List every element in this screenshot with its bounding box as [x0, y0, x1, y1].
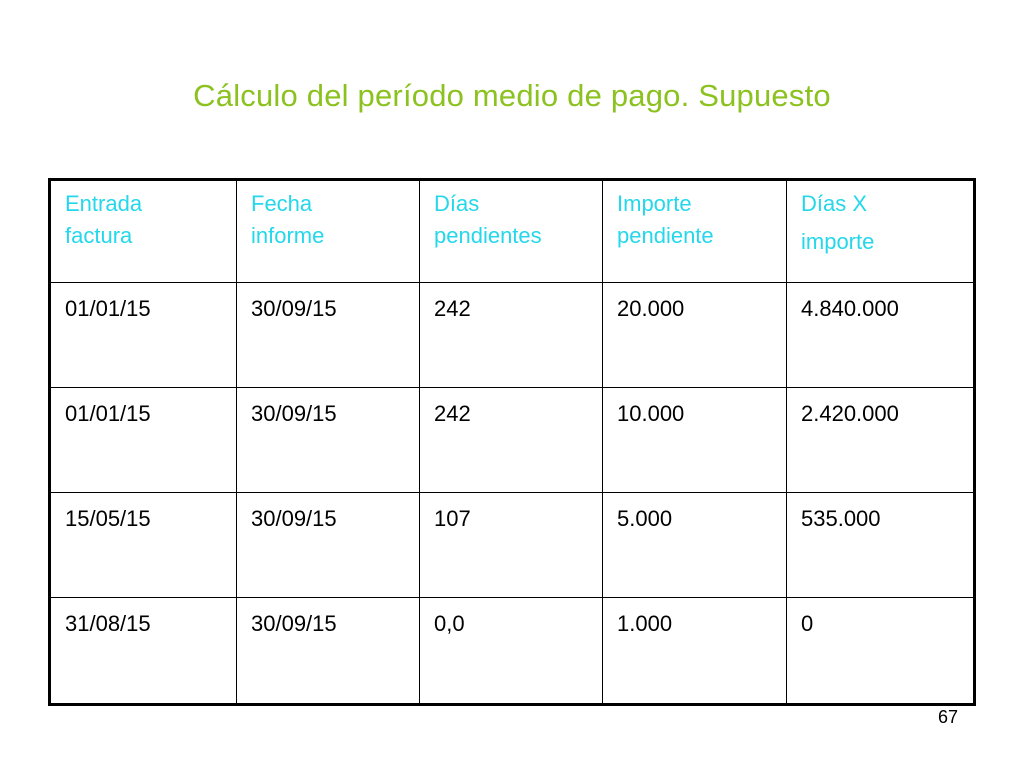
- payment-period-table: [48, 178, 976, 706]
- table-cell: 0,0: [420, 598, 603, 705]
- table-cell: 242: [420, 388, 603, 493]
- table-cell: 107: [420, 493, 603, 598]
- table-cell: 31/08/15: [50, 598, 237, 705]
- table-cell: 242: [420, 283, 603, 388]
- header-line: Importe: [617, 191, 692, 216]
- header-line: Días X: [801, 191, 868, 216]
- table-cell: 30/09/15: [237, 598, 420, 705]
- table-cell: 5.000: [603, 493, 787, 598]
- table-row: [50, 283, 975, 388]
- table-cell: 30/09/15: [237, 283, 420, 388]
- header-fecha-informe: [237, 180, 420, 283]
- table-cell: 15/05/15: [50, 493, 237, 598]
- header-line: Entrada: [65, 191, 143, 216]
- page-number: 67: [938, 707, 959, 727]
- table-row: [50, 493, 975, 598]
- table-cell: 30/09/15: [237, 388, 420, 493]
- header-line: informe: [251, 222, 325, 248]
- table-cell: 0: [787, 598, 975, 705]
- header-dias-x-importe: [787, 180, 975, 283]
- table-cell: 4.840.000: [787, 283, 975, 388]
- header-importe-pendiente: [603, 180, 787, 283]
- table-cell: 535.000: [787, 493, 975, 598]
- table-header-row: [50, 180, 975, 283]
- header-entrada-factura: [50, 180, 237, 283]
- header-line: Días: [434, 191, 480, 216]
- slide-title: Cálculo del período medio de pago. Supuesto: [193, 78, 831, 113]
- table-cell: 10.000: [603, 388, 787, 493]
- table-cell: 01/01/15: [50, 388, 237, 493]
- table-cell: 20.000: [603, 283, 787, 388]
- header-line: pendientes: [434, 222, 542, 248]
- header-line: pendiente: [617, 222, 714, 248]
- table-cell: 2.420.000: [787, 388, 975, 493]
- header-line: importe: [801, 228, 875, 254]
- header-line: factura: [65, 222, 133, 248]
- table-row: [50, 388, 975, 493]
- table-cell: 1.000: [603, 598, 787, 705]
- header-line: Fecha: [251, 191, 313, 216]
- table-row: [50, 598, 975, 705]
- table-cell: 30/09/15: [237, 493, 420, 598]
- table-cell: 01/01/15: [50, 283, 237, 388]
- header-dias-pendientes: [420, 180, 603, 283]
